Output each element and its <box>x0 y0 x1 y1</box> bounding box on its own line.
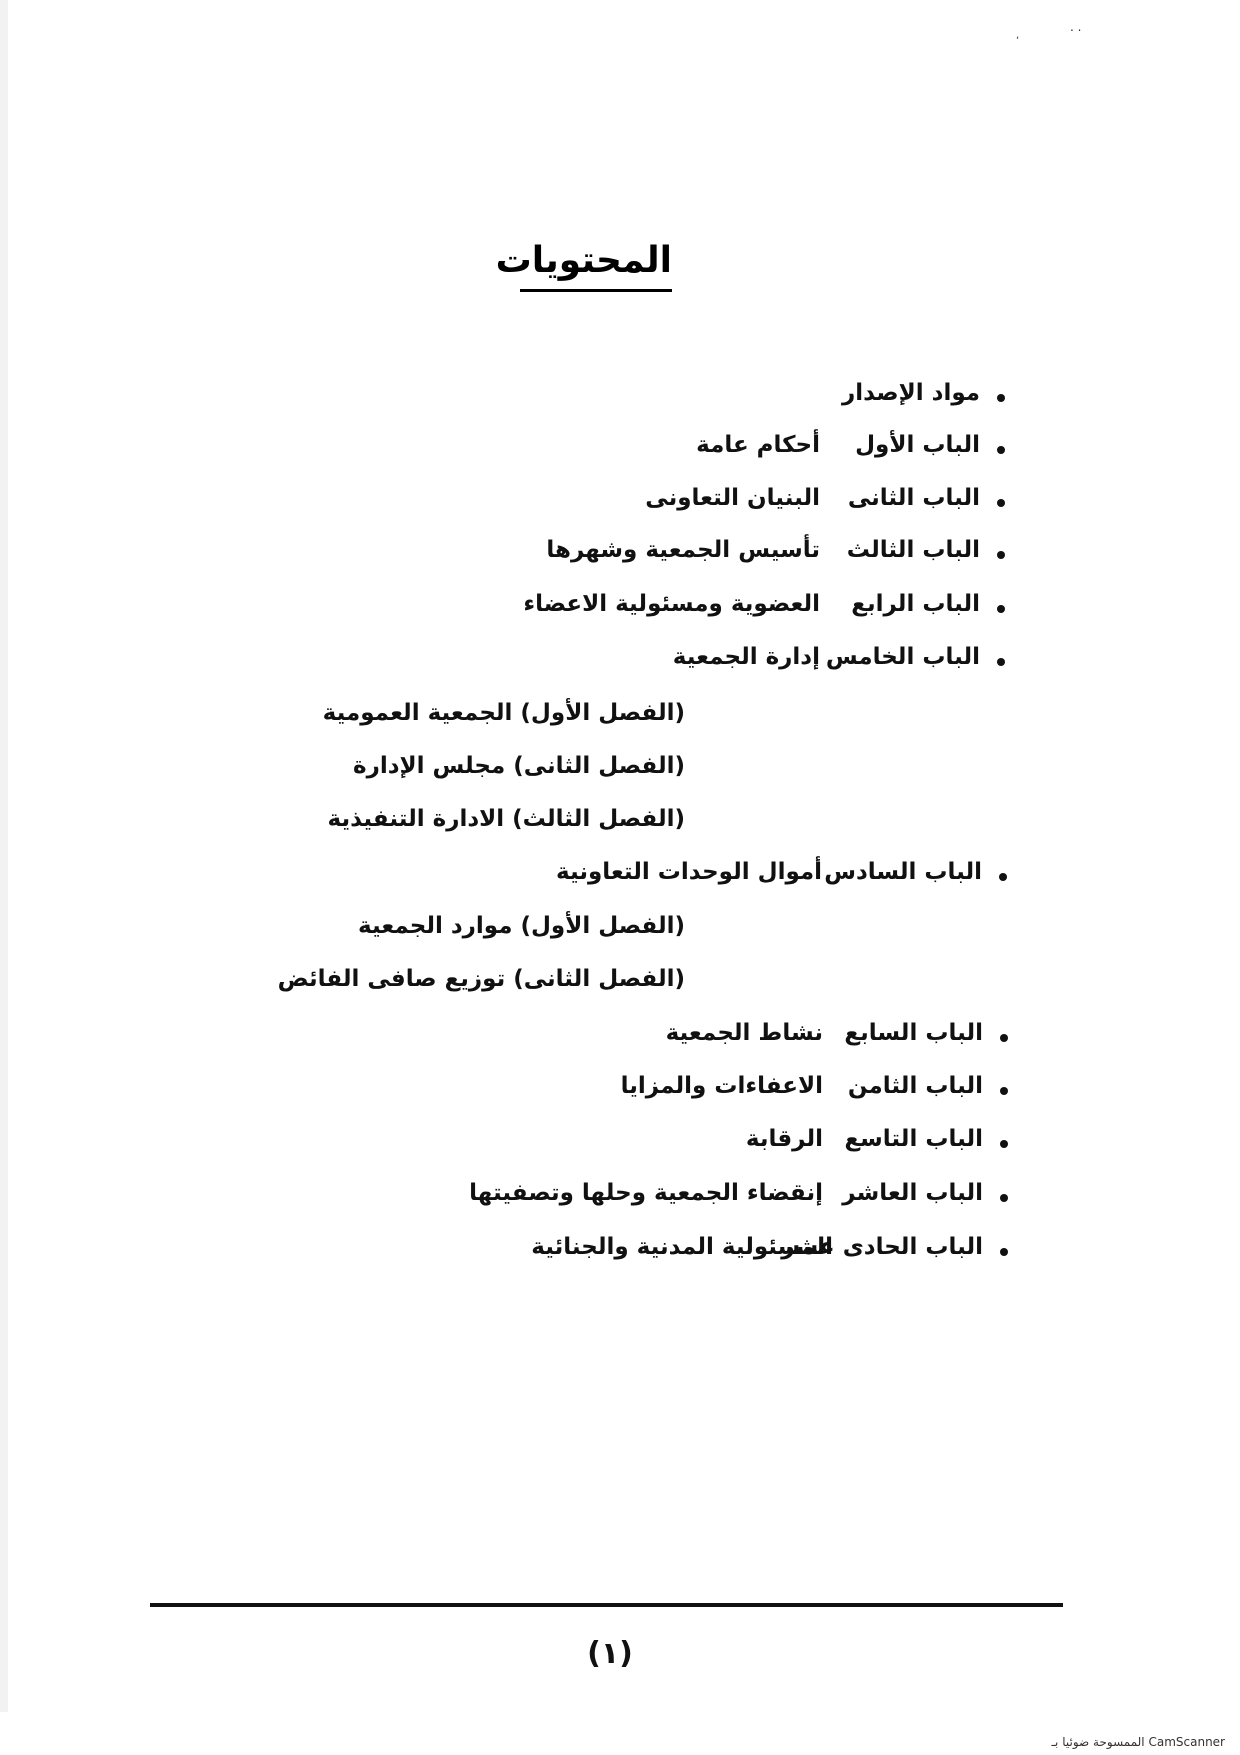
bullet-icon <box>1000 1140 1008 1148</box>
toc-part: مواد الإصدار <box>842 380 980 406</box>
toc-entry <box>488 1234 1008 1274</box>
page-number: (١) <box>587 1636 633 1671</box>
toc-entry <box>485 432 1005 472</box>
toc-chapter: (الفصل الثانى) مجلس الإدارة <box>353 753 685 779</box>
toc-part: الباب السادس <box>824 859 982 885</box>
toc-topic: الرقابة <box>745 1126 823 1152</box>
bullet-icon <box>997 394 1005 402</box>
toc-part: الباب الثامن <box>847 1073 983 1099</box>
toc-part: الباب السابع <box>844 1020 983 1046</box>
toc-part: الباب الحادى عشر <box>781 1234 983 1260</box>
toc-entry <box>485 537 1005 577</box>
toc-part: الباب التاسع <box>844 1126 983 1152</box>
toc-entry <box>485 380 1005 420</box>
toc-part: الباب الأول <box>855 432 980 458</box>
toc-part: الباب الثالث <box>846 537 980 563</box>
bullet-icon <box>997 551 1005 559</box>
footer-divider <box>150 1603 1063 1607</box>
toc-entry <box>488 1126 1008 1166</box>
toc-topic: نشاط الجمعية <box>665 1020 823 1046</box>
toc-entry <box>485 591 1005 631</box>
toc-part: الباب العاشر <box>842 1180 983 1206</box>
toc-entry <box>485 485 1005 525</box>
bullet-icon <box>999 873 1007 881</box>
scanner-watermark: الممسوحة ضوئيا بـ CamScanner <box>1051 1735 1225 1749</box>
bullet-icon <box>997 446 1005 454</box>
scan-edge <box>0 0 8 1712</box>
toc-entry <box>488 1020 1008 1060</box>
bullet-icon <box>997 658 1005 666</box>
scan-mark: , <box>1016 30 1020 41</box>
toc-part: الباب الثانى <box>847 485 980 511</box>
toc-topic: أموال الوحدات التعاونية <box>556 859 822 885</box>
toc-chapter: (الفصل الثانى) توزيع صافى الفائض <box>277 966 685 992</box>
toc-entry <box>488 1073 1008 1113</box>
bullet-icon <box>1000 1248 1008 1256</box>
bullet-icon <box>997 605 1005 613</box>
toc-entry <box>487 859 1007 899</box>
toc-entry <box>485 644 1005 684</box>
bullet-icon <box>1000 1034 1008 1042</box>
page-title: المحتويات <box>520 240 672 292</box>
bullet-icon <box>997 499 1005 507</box>
toc-entry <box>469 1180 1008 1220</box>
toc-topic: إنقضاء الجمعية وحلها وتصفيتها <box>469 1180 823 1206</box>
bullet-icon <box>1000 1087 1008 1095</box>
toc-topic: البنيان التعاونى <box>645 485 820 511</box>
toc-chapter: (الفصل الثالث) الادارة التنفيذية <box>327 806 685 832</box>
toc-topic: تأسيس الجمعية وشهرها <box>546 537 820 563</box>
toc-chapter: (الفصل الأول) الجمعية العمومية <box>322 700 685 726</box>
toc-topic: العضوية ومسئولية الاعضاء <box>523 591 820 617</box>
toc-topic: المسئولية المدنية والجنائية <box>531 1234 833 1260</box>
toc-topic: إدارة الجمعية <box>672 644 820 670</box>
bullet-icon <box>1000 1194 1008 1202</box>
toc-topic: الاعفاءات والمزايا <box>620 1073 823 1099</box>
toc-topic: أحكام عامة <box>696 432 820 458</box>
toc-chapter: (الفصل الأول) موارد الجمعية <box>358 913 685 939</box>
toc-part: الباب الرابع <box>851 591 980 617</box>
toc-part: الباب الخامس <box>825 644 980 670</box>
scan-marks: . . <box>1070 20 1082 34</box>
